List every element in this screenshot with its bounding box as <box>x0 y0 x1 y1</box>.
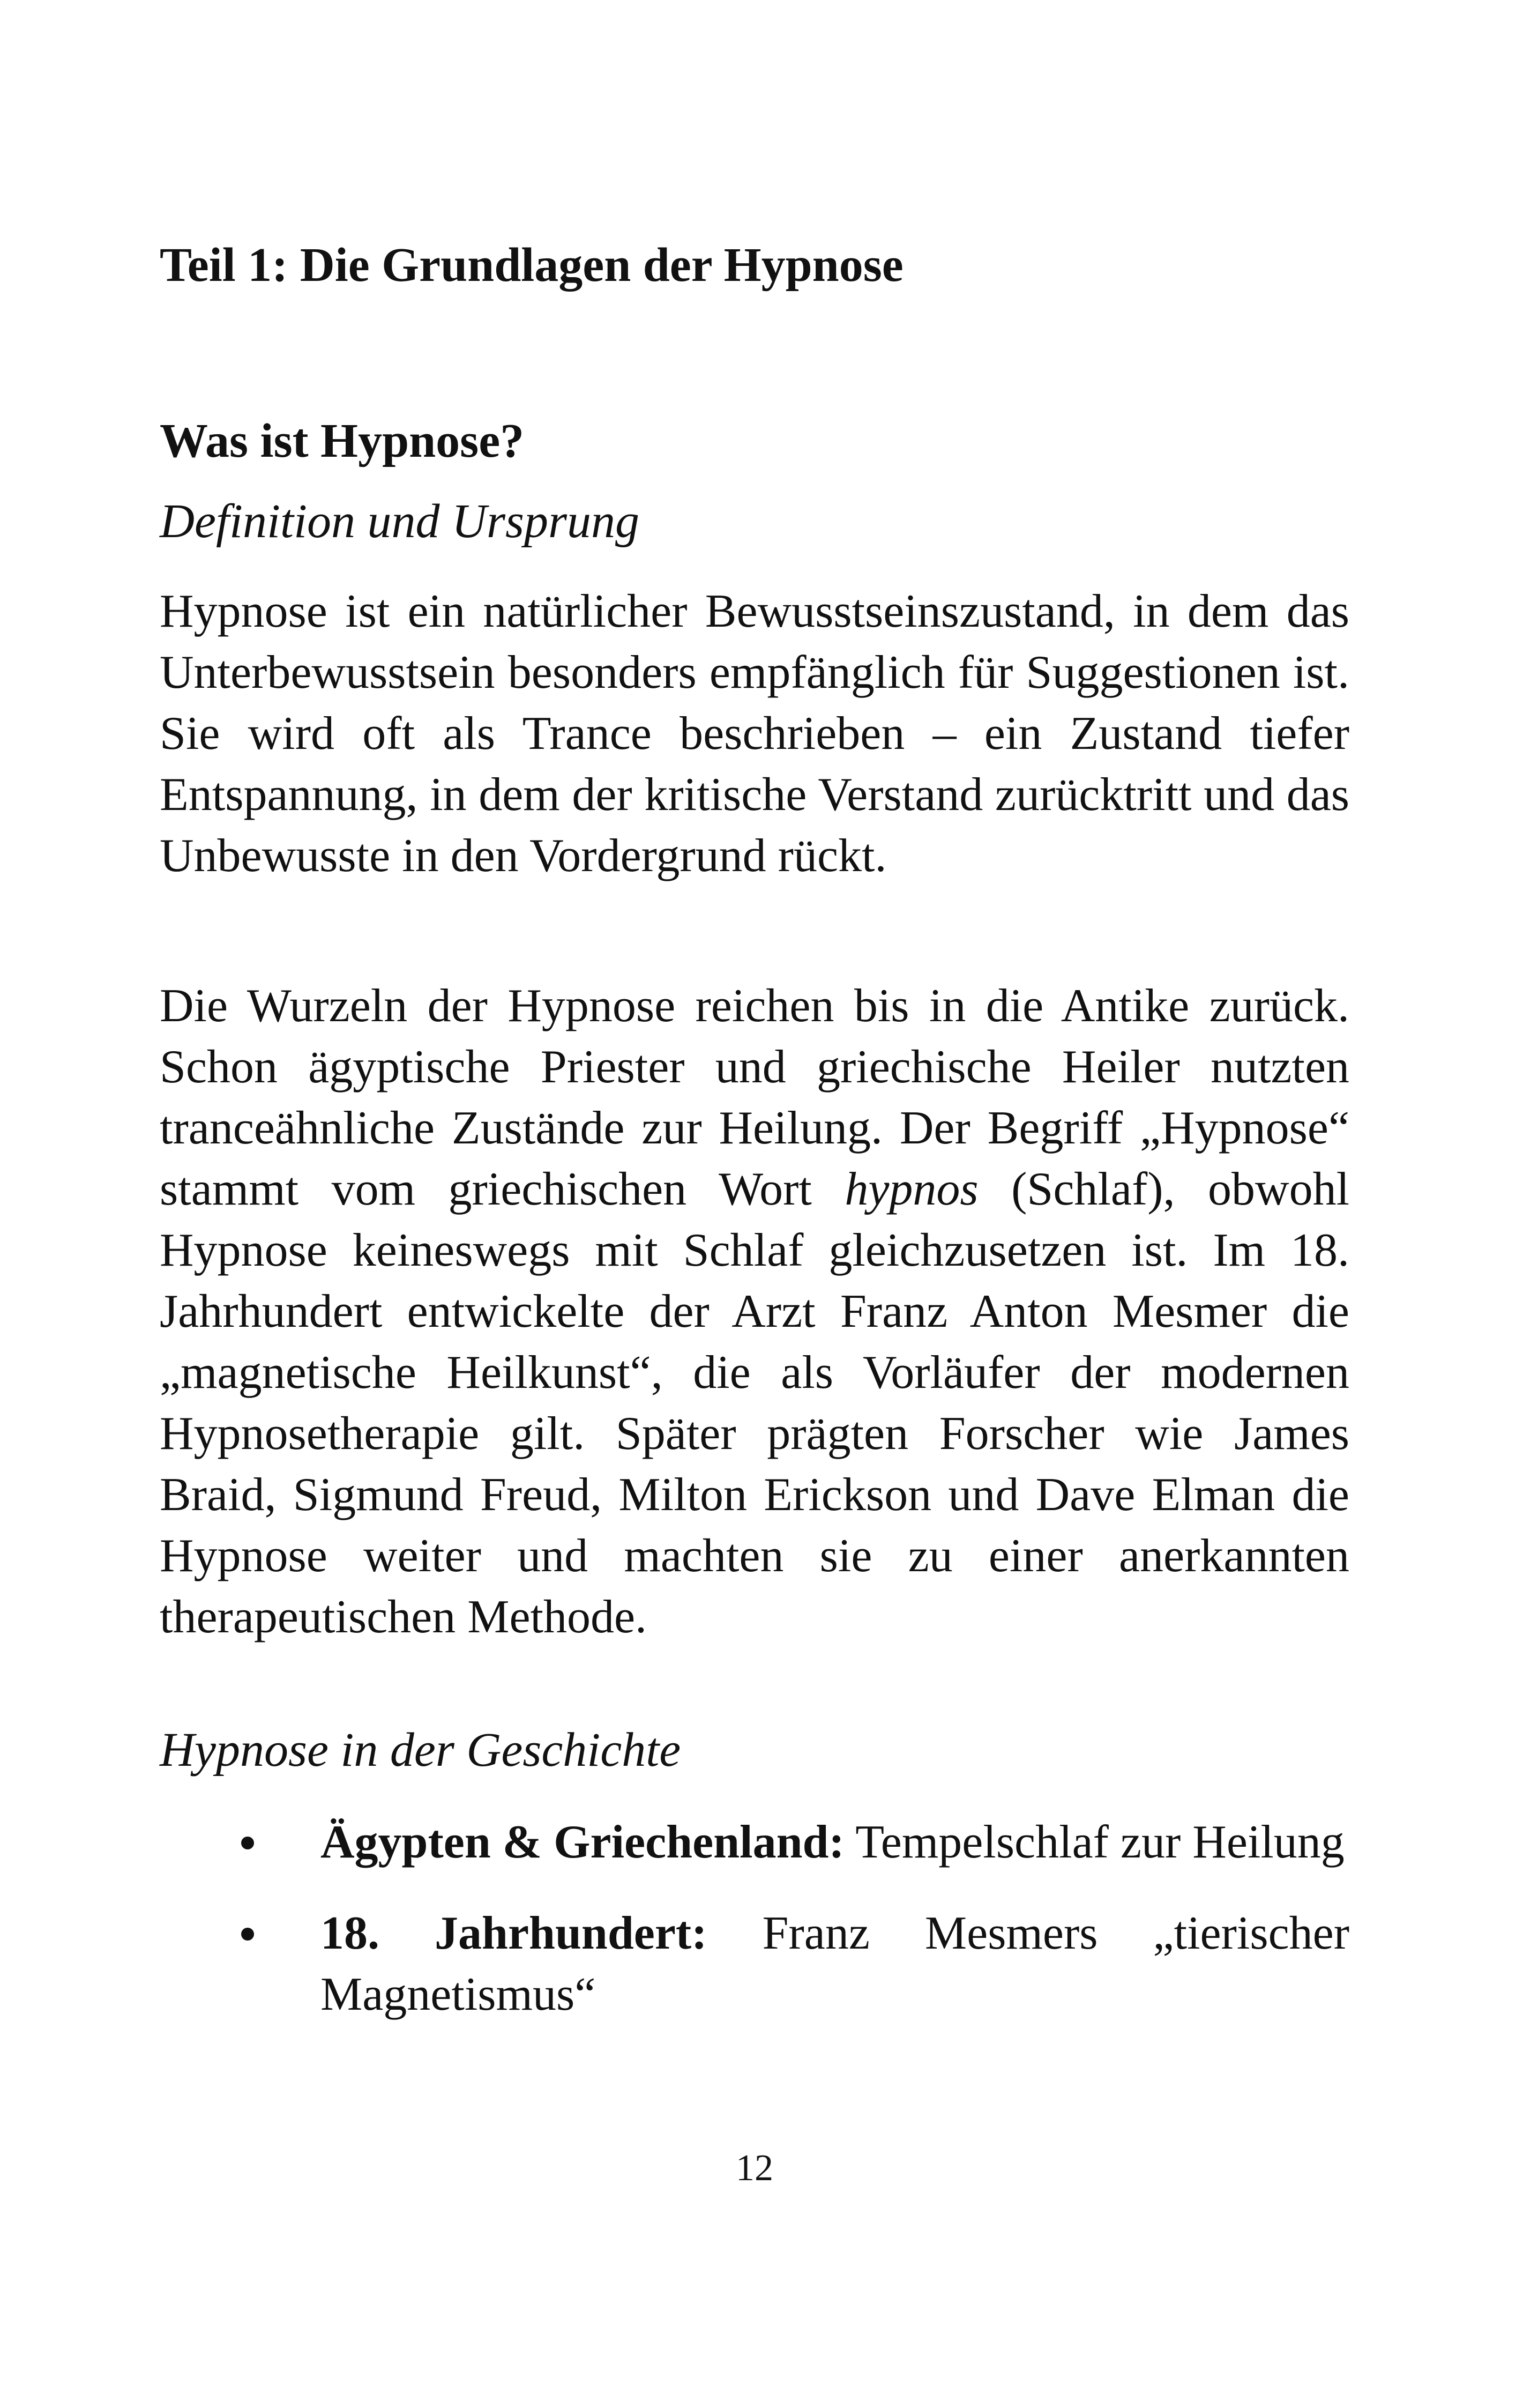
list-item-label: Ägypten & Griechenland: <box>320 1816 845 1868</box>
bullet-icon <box>241 1928 254 1941</box>
list-item <box>160 1812 1349 1873</box>
paragraph-origins <box>160 976 1349 1648</box>
list-item-text: Tempelschlaf zur Heilung <box>855 1816 1345 1868</box>
paragraph-origins-part-2: (Schlaf), obwohl Hypnose keineswegs mit Schlaf gleichzusetzen ist. Im 18. Jahrhundert entwickelte der Arzt Franz Anton Mesmer die „magnetische Heilkunst“, die als Vorläufer der modernen Hypnosetherapie gilt. Später prägten Forscher wie James Braid, Sigmund Freud, Milton Erickson und Dave Elman die Hypnose weiter und machten sie zu einer anerkannten therapeutischen Methode. <box>160 1163 1350 1643</box>
section-title: Was ist Hypnose? <box>160 414 525 467</box>
history-list <box>160 1812 1349 2055</box>
bullet-icon <box>241 1837 254 1849</box>
list-item-label: 18. Jahrhundert: <box>320 1907 707 1959</box>
subheading-history: Hypnose in der Geschichte <box>160 1723 681 1777</box>
part-title: Teil 1: Die Grundlagen der Hypnose <box>160 239 904 292</box>
list-item <box>160 1903 1349 2025</box>
page-number: 12 <box>736 2147 773 2189</box>
list-item-text: Franz Mesmers „tierischer Magnetismus“ <box>320 1907 1349 2020</box>
term-hypnos: hypnos <box>845 1163 979 1215</box>
paragraph-origins-part-1: Die Wurzeln der Hypnose reichen bis in die Antike zurück. Schon ägyptische Priester und griechische Heiler nutzten tranceähnliche Zustände zur Heilung. Der Begriff „Hypnose“ stammt vom griechischen Wort <box>160 980 1349 1215</box>
subheading-definition: Definition und Ursprung <box>160 495 640 548</box>
paragraph-definition: Hypnose ist ein natürlicher Bewusstseinszustand, in dem das Unterbewusstsein besonders empfänglich für Suggestionen ist. Sie wird oft als Trance beschrieben – ein Zustand tiefer Entspannung, in dem der kritische Verstand zurücktritt und das Unbewusste in den Vordergrund rückt. <box>160 585 1349 882</box>
